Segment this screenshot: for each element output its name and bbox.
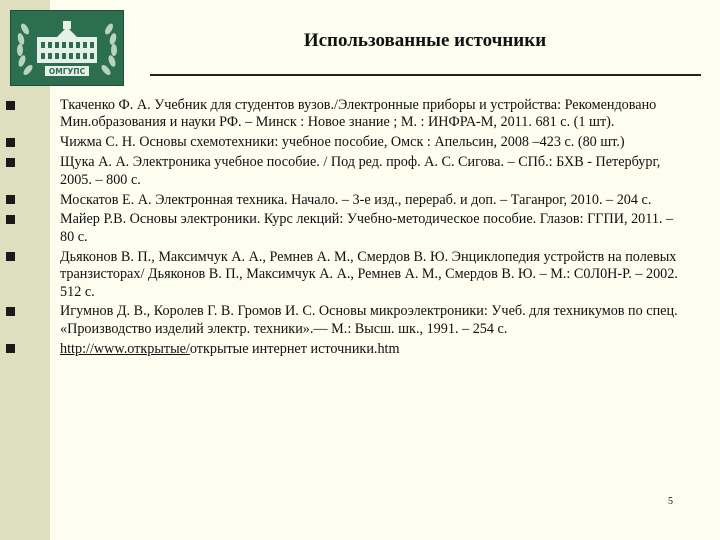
- square-bullet-icon: [6, 344, 15, 353]
- reference-text: Щука А. А. Электроника учебное пособие. / Под ред. проф. А. С. Сигова. – СПб.: БХВ - Петербург, 2005. – 800 с.: [60, 154, 661, 188]
- list-item: [60, 192, 690, 209]
- reference-text: Чижма С. Н. Основы схемотехники: учебное пособие, Омск : Апельсин, 2008 –423 с. (80 шт.): [60, 134, 625, 151]
- list-item: [60, 249, 690, 301]
- list-item: [60, 211, 690, 246]
- university-logo: [10, 10, 124, 86]
- reference-text: Ткаченко Ф. А. Учебник для студентов вузов./Электронные приборы и устройства: Рекомендовано Мин.образования и науки РФ. – Минск : Новое знание ; М. : ИНФРА-М, 2011. 681 с. (1 шт).: [60, 97, 657, 131]
- internet-sources-link[interactable]: http://www.открытые/: [60, 340, 190, 357]
- reference-text: Дьяконов В. П., Максимчук А. А., Ремнев А. М., Смердов В. Ю. Энциклопедия устройств на полевых транзисторах/ Дьяконов В. П., Максимчук А. А., Ремнев А. М., Смердов В. Ю. – М.: С0Л0Н-Р. – 2002. 512 с.: [60, 248, 678, 300]
- square-bullet-icon: [6, 252, 15, 261]
- page-title: Использованные источники: [303, 30, 547, 51]
- square-bullet-icon: [6, 307, 15, 316]
- reference-text: Майер Р.В. Основы электроники. Курс лекций: Учебно-методическое пособие. Глазов: ГГПИ, 2011. – 80 с.: [60, 211, 674, 245]
- list-item: [60, 154, 690, 189]
- list-item: [60, 303, 690, 338]
- reference-text: Игумнов Д. В., Королев Г. В. Громов И. С. Основы микроэлектроники: Учеб. для техникумов по спец. «Производство изделий электр. техники».— М.: Высш. шк., 1991. – 254 с.: [60, 303, 678, 337]
- list-item: [60, 97, 690, 132]
- square-bullet-icon: [6, 195, 15, 204]
- references-list: [60, 97, 690, 361]
- square-bullet-icon: [6, 138, 15, 147]
- list-item: [60, 134, 690, 151]
- page-number: 5: [668, 496, 673, 507]
- reference-text: открытые интернет источники.htm: [189, 340, 400, 357]
- square-bullet-icon: [6, 215, 15, 224]
- reference-text: Москатов Е. А. Электронная техника. Начало. – 3-е изд., перераб. и доп. – Таганрог, 2010. – 204 с.: [60, 191, 652, 208]
- svg-text:ОМГУПС: ОМГУПС: [48, 67, 86, 76]
- list-item: [60, 341, 690, 358]
- title-divider: [150, 74, 701, 76]
- square-bullet-icon: [6, 101, 15, 110]
- square-bullet-icon: [6, 158, 15, 167]
- university-building-logo-icon: [11, 11, 123, 85]
